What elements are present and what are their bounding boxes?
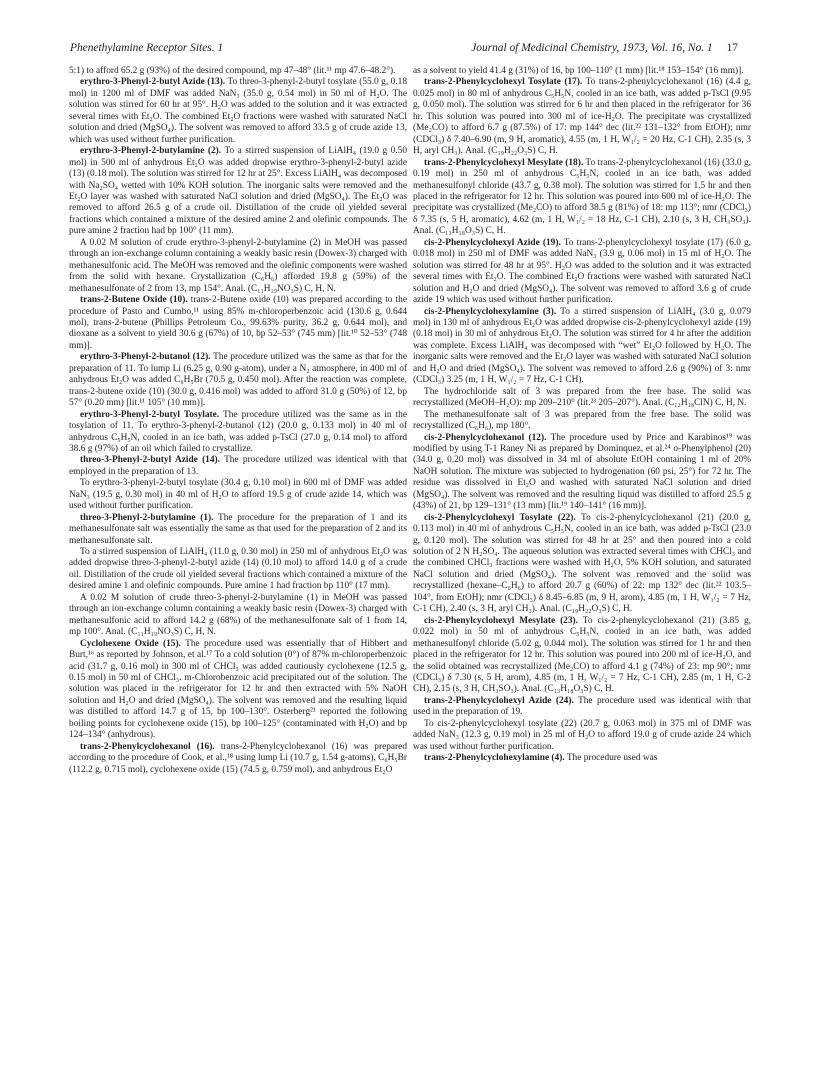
section-title: erythro-3-Phenyl-2-butyl Azide (13).: [80, 77, 226, 88]
paragraph-text: The procedure used was identical with that used in the preparation of 19.: [413, 695, 751, 718]
paragraph: [69, 478, 407, 512]
section-title: Cyclohexene Oxide (15).: [80, 638, 181, 649]
paragraph: [69, 295, 407, 352]
page-number: 17: [726, 42, 738, 54]
paragraph: [69, 238, 407, 295]
paragraph-text: To erythro-3-phenyl-2-butyl tosylate (30.4 g, 0.10 mol) in 600 ml of DMF was added NaN₃ (19.5 g, 0.30 mol) in 40 ml of H₂O to afford 19.5 g of crude azide 14, which was used without further purification.: [69, 478, 407, 512]
paragraph: [413, 410, 751, 433]
paragraph-text: To cis-2-phenylcyclohexyl tosylate (22) (20.7 g, 0.063 mol) in 375 ml of DMF was added NaN₃ (12.3 g, 0.19 mol) in 25 ml of H₂O to afford 19.0 g of crude azide 24 which was used without further purification.: [413, 718, 751, 752]
section-title: trans-2-Phenylcyclohexyl Mesylate (18).: [424, 157, 584, 168]
paragraph-text: To trans-2-phenylcyclohexyl tosylate (17) (6.0 g, 0.018 mol) in 250 ml of DMF was added NaN₃ (3.9 g, 0.06 mol) in 15 ml of H₂O. The solution was stirred for 48 hr at 95°. H₂O was added to the solution and it was extracted several times with Et₂O. The combined Et₂O fractions were washed with saturated NaCl solution and H₂O and dried (MgSO₄). The solvent was removed to afford 3.6 g of crude azide 19 which was used without further purification.: [413, 237, 752, 306]
paragraph-text: The procedure utilized was identical with that employed in the preparation of 13.: [69, 455, 408, 477]
section-title: trans-2-Phenylcyclohexyl Azide (24).: [424, 695, 574, 706]
paragraph-text: The procedure used by Price and Karabinos¹⁹ was modified by using T-1 Raney Ni as prepared by Dominquez, et al.²⁴ o-Phenylphenol (20) (34.0 g, 0.20 mol) was dissolved in 34 ml of absolute EtOH containing 1 ml of 20% NaOH solution. The mixture was subjected to hydrogenation (60 psi, 25°) for 72 hr. The residue was dissolved in Et₂O and washed with saturated NaCl solution and dried (MgSO₄). The solvent was removed and the resulting liquid was distilled to afford 25.5 g (43%) of 21, bp 129–131° (13 mm) [lit.¹⁹ 140–141° (16 mm)].: [413, 432, 751, 512]
paragraph-text: To trans-2-phenylcyclohexanol (16) (4.4 g, 0.025 mol) in 80 ml of anhydrous C₅H₅N, cooled in an ice bath, was added p-TsCl (9.95 g, 0.050 mol). The solution was stirred for 6 hr and then placed in the refrigerator for 36 hr. This solution was poured into 300 ml of ice-H₂O. The precipitate was crystallized (Me₂CO) to afford 6.7 g (87.5%) of 17: mp 144° dec (lit.²² 131–132° from EtOH); nmr (CDCl₃) δ 7.40–6.90 (m, 9 H, aromatic), 4.55 (m, 1 H, W₁/₂ = 20 Hz, C-1 CH), 2.35 (s, 3 H, aryl CH₃). Anal. (C₁₉H₂₂O₃S) C, H.: [413, 77, 751, 157]
paragraph: [69, 410, 407, 456]
paragraph: [413, 753, 751, 764]
section-title: trans-2-Phenylcyclohexanol (16).: [80, 741, 215, 752]
section-title: threo-3-Phenyl-2-butylamine (1).: [80, 512, 214, 523]
journal-citation: [471, 40, 738, 56]
paragraph-text: trans-2-Butene oxide (10) was prepared according to the procedure of Pasto and Cumbo,¹¹ using 85% m-chloroperbenzoic acid (130.6 g, 0.644 mol), trans-2-butene (Phillips Petroleum Co., 99.63% purity, 36.2 g, 0.644 mol), and dioxane as a solvent to yield 30.6 g (67%) of 10, bp 52–53° (745 mm) [lit.¹⁰ 52–53° (748 mm)].: [69, 295, 407, 351]
section-title: erythro-3-Phenyl-2-butylamine (2).: [80, 146, 222, 157]
paragraph: [69, 66, 407, 77]
paragraph-text: The hydrochloride salt of 3 was prepared from the free base. The solid was recrystallized (MeOH–H₂O): mp 209–210° (lit.²³ 205–207°). Anal. (C₁₂H₁₈ClN) C, H, N.: [413, 386, 751, 409]
paragraph: [69, 639, 407, 742]
paragraph: [413, 696, 751, 719]
paragraph-text: as a solvent to yield 41.4 g (31%) of 16, bp 100–110° (1 mm) [lit.¹⁸ 153–154° (16 mm)].: [413, 66, 744, 76]
paragraph-text: To threo-3-phenyl-2-butyl tosylate (55.0 g, 0.18 mol) in 1200 ml of DMF was added NaN₃ (35.0 g, 0.54 mol) in 50 ml of H₂O. The solution was stirred for 60 hr at 95°. H₂O was added to the solution and it was extracted several times with Et₂O. The combined Et₂O fractions were washed with saturated NaCl solution and dried (MgSO₄). The solvent was removed to afford 33.5 g of crude azide 13, which was used without further purification.: [69, 77, 407, 145]
paragraph: [413, 307, 751, 387]
paragraph: [69, 146, 407, 238]
paragraph: [413, 433, 751, 513]
paragraph-text: The procedure used was: [566, 753, 658, 764]
paragraph: [69, 455, 407, 478]
paragraph: [69, 352, 407, 409]
page-header: [70, 40, 738, 56]
left-column: [69, 66, 407, 776]
section-title: cis-2-Phenylcyclohexyl Azide (19).: [424, 237, 561, 248]
section-title: threo-3-Phenyl-2-butyl Azide (14).: [80, 455, 220, 466]
paragraph: [69, 742, 407, 776]
paragraph: [69, 547, 407, 593]
right-column: [413, 66, 751, 765]
paragraph-text: trans-2-Phenylcyclohexanol (16) was prepared according to the procedure of Cook, et al.,¹⁸ using lump Li (10.7 g, 1.54 g-atoms), C₆H₅Br (112.2 g, 0.715 mol), cyclohexene oxide (15) (74.5 g, 0.759 mol), and anhydrous Et₂O: [69, 741, 407, 775]
paragraph-text: To a stirred suspension of LiAlH₄ (11.0 g, 0.30 mol) in 250 ml of anhydrous Et₂O was added dropwise threo-3-phenyl-2-butyl azide (14) (0.10 mol) to afford 14.0 g of a crude oil. Distillation of the crude oil yielded several fractions which contained a mixture of the desired amine 1 and olefinic compounds. Pure amine 1 had fraction bp 110° (17 mm).: [69, 547, 407, 592]
paragraph-text: The procedure utilized was the same as in the tosylation of 11. To erythro-3-phenyl-2-butanol (12) (20.0 g, 0.133 mol) in 40 ml of anhydrous C₅H₅N, cooled in an ice bath, was added p-TsCl (27.0 g, 0.14 mol) to afford 38.6 g (97%) of an oil which failed to crystallize.: [69, 409, 408, 454]
paragraph-text: A 0.02 M solution of crude erythro-3-phenyl-2-butylamine (2) in MeOH was passed through an ion-exchange column containing a weakly basic resin (Dowex-3) charged with methanesulfonic acid. The MeOH was removed and the olefinic components were washed from the solid with hexane. Crystallization (C₆H₆) afforded 19.8 g (59%) of the methanesulfonate of 2 from 13, mp 154°. Anal. (C₁₁H₁₉NO₃S) C, H, N.: [69, 237, 407, 294]
section-title: trans-2-Phenylcyclohexyl Tosylate (17).: [424, 77, 583, 88]
section-title: trans-2-Butene Oxide (10).: [80, 295, 188, 306]
section-title: cis-2-Phenylcyclohexyl Mesylate (23).: [424, 615, 578, 626]
section-title: trans-2-Phenylcyclohexylamine (4).: [424, 753, 565, 764]
paragraph-text: The procedure for the preparation of 1 and its methanesulfonate salt was essentially the same as that used for the preparation of 2 and its methanesulfonate salt.: [69, 512, 407, 546]
paragraph-text: To a stirred suspension of LiAlH₄ (3.0 g, 0.079 mol) in 130 ml of anhydrous Et₂O was added dropwise cis-2-phenylcyclohexyl azide (19) (0.18 mol) in 30 ml of anhydrous Et₂O. The solution was stirred for 4 hr after the addition was complete. Excess LiAlH₄ was decomposed with “wet” Et₂O followed by H₂O. The inorganic salts were removed and the Et₂O layer was washed with saturated NaCl solution and H₂O and dried (MgSO₄). The solvent was removed to afford 2.6 g (90%) of 3: nmr (CDCl₃) 3.25 (m, 1 H, W₁/₂ = 7 Hz, C-1 CH).: [413, 306, 751, 386]
journal-name: Journal of Medicinal Chemistry, 1973, Vol. 16, No. 1: [471, 42, 713, 54]
paragraph-text: A 0.02 M solution of crude threo-3-phenyl-2-butylamine (1) in MeOH was passed through an ion-exchange column containing a weakly basic resin (Dowex-3) charged with methanesulfonic acid to afford 14.2 g (68%) of the methanesulfonate salt of 1 from 14, mp 100°. Anal. (C₁₁H₁₉NO₃S) C, H, N.: [69, 592, 407, 638]
paragraph-text: To a stirred suspension of LiAlH₄ (19.0 g 0.50 mol) in 500 ml of anhydrous Et₂O was added dropwise erythro-3-phenyl-2-butyl azide (13) (0.18 mol). The solution was stirred for 12 hr at 25°. Excess LiAlH₄ was decomposed with Na₂SO₄ wetted with 10% KOH solution. The inorganic salts were removed and the Et₂O layer was washed with saturated NaCl solution and dried (MgSO₄). The Et₂O was removed to afford 26.5 g of a crude oil. Distillation of the crude oil yielded several fractions which contained a mixture of the desired amine 2 and olefinic compounds. The pure amine 2 fraction had bp 100° (11 mm).: [69, 146, 408, 237]
paragraph: [69, 77, 407, 146]
paragraph: [69, 593, 407, 639]
section-title: cis-2-Phenylcyclohexyl Tosylate (22).: [424, 512, 576, 523]
paragraph: [413, 616, 751, 696]
paragraph: [69, 513, 407, 547]
section-title: erythro-3-Phenyl-2-butanol (12).: [80, 352, 211, 363]
paragraph-text: To trans-2-phenylcyclohexanol (16) (33.0 g, 0.19 mol) in 250 ml of anhydrous C₅H₅N, cooled in an ice bath, was added methanesulfonyl chloride (43.7 g, 0.38 mol). The solution was stirred for 1.5 hr and then placed in the refrigerator for 12 hr. This solution was poured into 600 ml of ice-H₂O. The precipitate was crystallized (Me₂CO) to afford 38.5 g (81%) of 18: mp 113°; nmr (CDCl₃) δ 7.35 (s, 5 H, aromatic), 4.62 (m, 1 H, W₁/₂ = 18 Hz, C-1 CH), 2.10 (s, 3 H, CH₃SO₃). Anal. (C₁₃H₁₈O₃S) C, H.: [413, 157, 751, 237]
paragraph-text: The procedure utilized was the same as that for the preparation of 11. To lump Li (6.25 g, 0.90 g-atom), under a N₂ atmosphere, in 400 ml of anhydrous Et₂O was added C₆H₅Br (70.5 g, 0.450 mol). After the reaction was complete, trans-2-butene oxide (10) (30.0 g, 0.416 mol) was added to afford 31.0 g (50%) of 12, bp 57° (0.20 mm) [lit.¹¹ 105° (10 mm)].: [69, 352, 407, 409]
paragraph-text: The procedure used was essentially that of Hibbert and Burt,¹⁶ as reported by Johnson, et al.¹⁷ To a cold solution (0°) of 87% m-chloroperbenzoic acid (31.7 g, 0.16 mol) in 300 ml of CHCl₃ was added cautiously cyclohexene (12.5 g, 0.15 mol) in 50 ml of CHCl₃. m-Chlorobenzoic acid precipitated out of the solution. The solution was placed in the refrigerator for 12 hr and then extracted with 5% NaOH solution and H₂O and dried (MgSO₄). The solvent was removed and the resulting liquid was distilled to afford 14.7 g of 15, bp 100–130°. Osterberg²¹ reported the following boiling points for cyclohexene oxide (15), bp 100–125° (contaminated with H₂O) and bp 124–134° (anhydrous).: [69, 638, 408, 741]
paragraph: [413, 77, 751, 157]
paragraph: [413, 66, 751, 77]
paragraph-text: To cis-2-phenylcyclohexanol (21) (20.0 g, 0.113 mol) in 40 ml of anhydrous C₅H₅N, cooled in an ice bath, was added p-TsCl (23.0 g, 0.120 mol). The solution was stirred for 48 hr at 25° and then poured into a cold solution of 2 N H₂SO₄. The aqueous solution was extracted several times with CHCl₃ and the combined CHCl₃ fractions were washed with H₂O, 5% KOH solution, and saturated NaCl solution and dried (MgSO₄). The solvent was removed and the solid was recrystallized (hexane–C₆H₆) to afford 20.7 g (60%) of 22: mp 132° dec (lit.²² 103.5–104°, from EtOH); nmr (CDCl₃) δ 8.45–6.85 (m, 9 H, arom), 4.85 (m, 1 H, W₁/₂ = 7 Hz, C-1 CH), 2.40 (s, 3 H, aryl CH₃). Anal. (C₁₉H₂₂O₃S) C, H.: [413, 512, 751, 615]
running-title: Phenethylamine Receptor Sites. 1: [70, 42, 224, 54]
paragraph: [413, 158, 751, 238]
section-title: cis-2-Phenylcyclohexylamine (3).: [424, 306, 557, 317]
paragraph: [413, 513, 751, 616]
paragraph-text: The methanesulfonate salt of 3 was prepared from the free base. The solid was recrystallized (C₆H₆), mp 180°.: [413, 409, 751, 432]
paragraph: [413, 387, 751, 410]
section-title: erythro-3-Phenyl-2-butyl Tosylate.: [80, 409, 220, 420]
paragraph: [413, 238, 751, 307]
paragraph-text: 5:1) to afford 65.2 g (93%) of the desired compound, mp 47–48° (lit.¹¹ mp 47.6–48.2°).: [69, 66, 396, 76]
paragraph: [413, 719, 751, 753]
section-title: cis-2-Phenylcyclohexanol (12).: [424, 432, 547, 443]
paragraph-text: To cis-2-phenylcyclohexanol (21) (3.85 g, 0.022 mol) in 50 ml of anhydrous C₅H₅N, cooled in an ice bath, was added methanesulfonyl chloride (5.02 g, 0.044 mol). The solution was stirred for 1 hr and then placed in the refrigerator for 12 hr. This solution was poured into 200 ml of ice-H₂O, and the solid obtained was recrystallized (Me₂CO) to afford 4.1 g (74%) of 23: mp 90°; nmr (CDCl₃) δ 7.30 (s, 5 H, arom), 4.85 (m, 1 H, W₁/₂ = 7 Hz, C-1 CH), 2.85 (m, 1 H, C-2 CH), 2.15 (s, 3 H, CH₃SO₃). Anal. (C₁₃H₁₈O₃S) C, H.: [413, 615, 751, 695]
